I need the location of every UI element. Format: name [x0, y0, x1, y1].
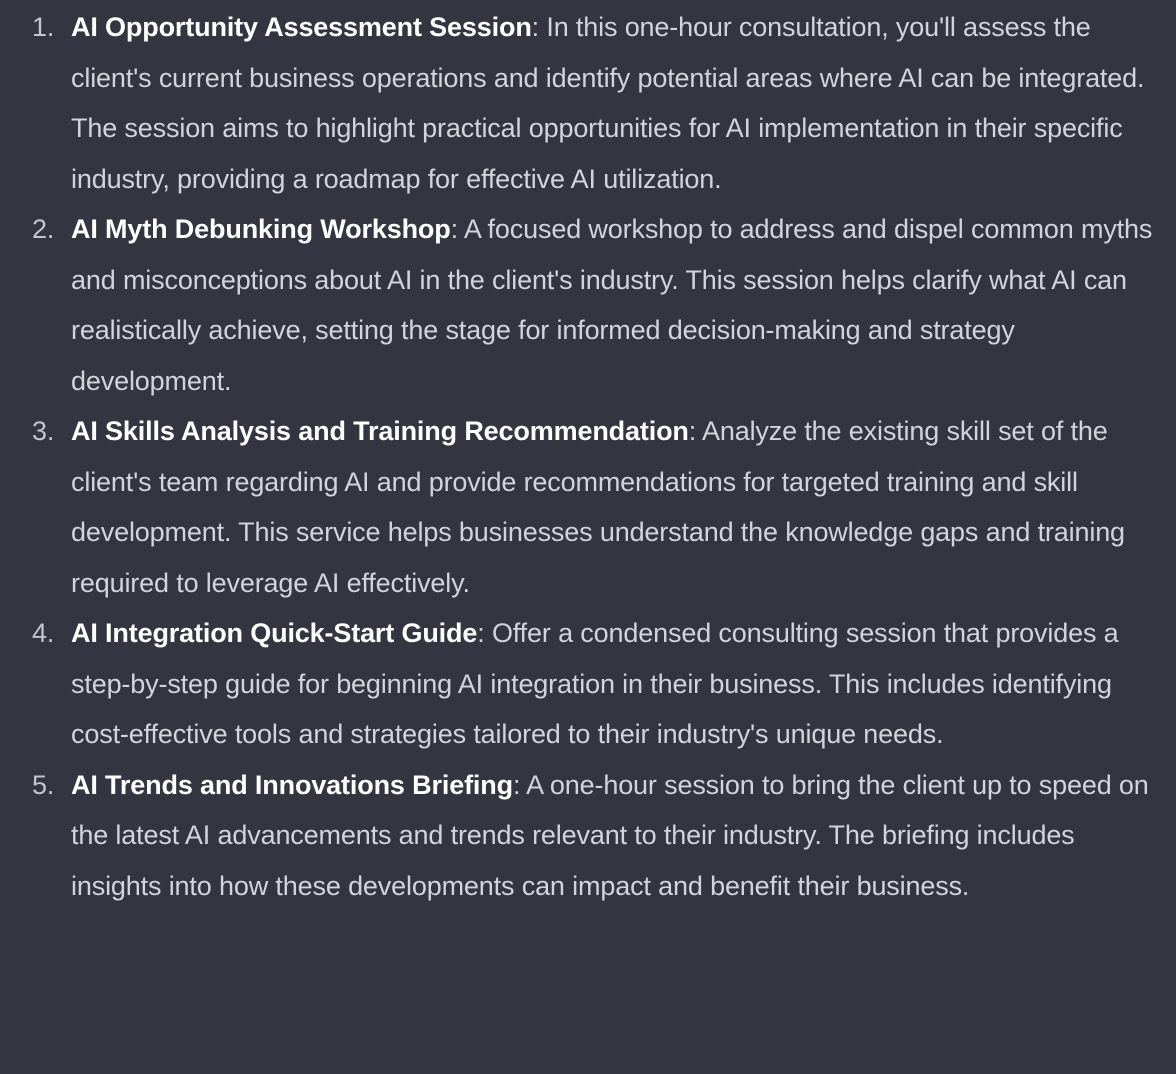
list-number: 5. — [32, 769, 55, 800]
list-number: 1. — [32, 12, 55, 42]
list-item — [0, 2, 1176, 204]
list-item — [0, 406, 1176, 608]
list-number: 2. — [32, 214, 55, 244]
item-description: : Analyze the existing skill set of the client's team regarding AI and provide recommendations for targeted training and skill development. This service helps businesses understand the knowledge gaps and training required to leverage AI effectively. — [71, 416, 1125, 598]
list-number: 4. — [32, 618, 55, 648]
item-description: : Offer a condensed consulting session that provides a step-by-step guide for beginning AI integration in their business. This includes identifying cost-effective tools and strategies tailored to their industry's unique needs. — [71, 618, 1119, 749]
item-title: AI Opportunity Assessment Session — [71, 12, 532, 42]
item-title: AI Integration Quick-Start Guide — [71, 618, 478, 648]
list-number: 3. — [32, 416, 55, 446]
list-item — [0, 204, 1176, 406]
item-description: : A focused workshop to address and dispel common myths and misconceptions about AI in the client's industry. This session helps clarify what AI can realistically achieve, setting the stage for informed decision-making and strategy development. — [71, 214, 1153, 396]
list-item — [0, 760, 1176, 912]
item-title: AI Trends and Innovations Briefing — [71, 769, 513, 800]
item-title: AI Skills Analysis and Training Recommendation — [71, 416, 689, 446]
item-description: : In this one-hour consultation, you'll assess the client's current business operations and identify potential areas where AI can be integrated. The session aims to highlight practical opportunities for AI implementation in their specific industry, providing a roadmap for effective AI utilization. — [71, 12, 1145, 194]
services-list — [0, 2, 1176, 911]
list-item — [0, 608, 1176, 760]
item-title: AI Myth Debunking Workshop — [71, 214, 451, 244]
item-description: : A one-hour session to bring the client up to speed on the latest AI advancements and trends relevant to their industry. The briefing includes insights into how these developments can impact and benefit their business. — [71, 769, 1149, 901]
